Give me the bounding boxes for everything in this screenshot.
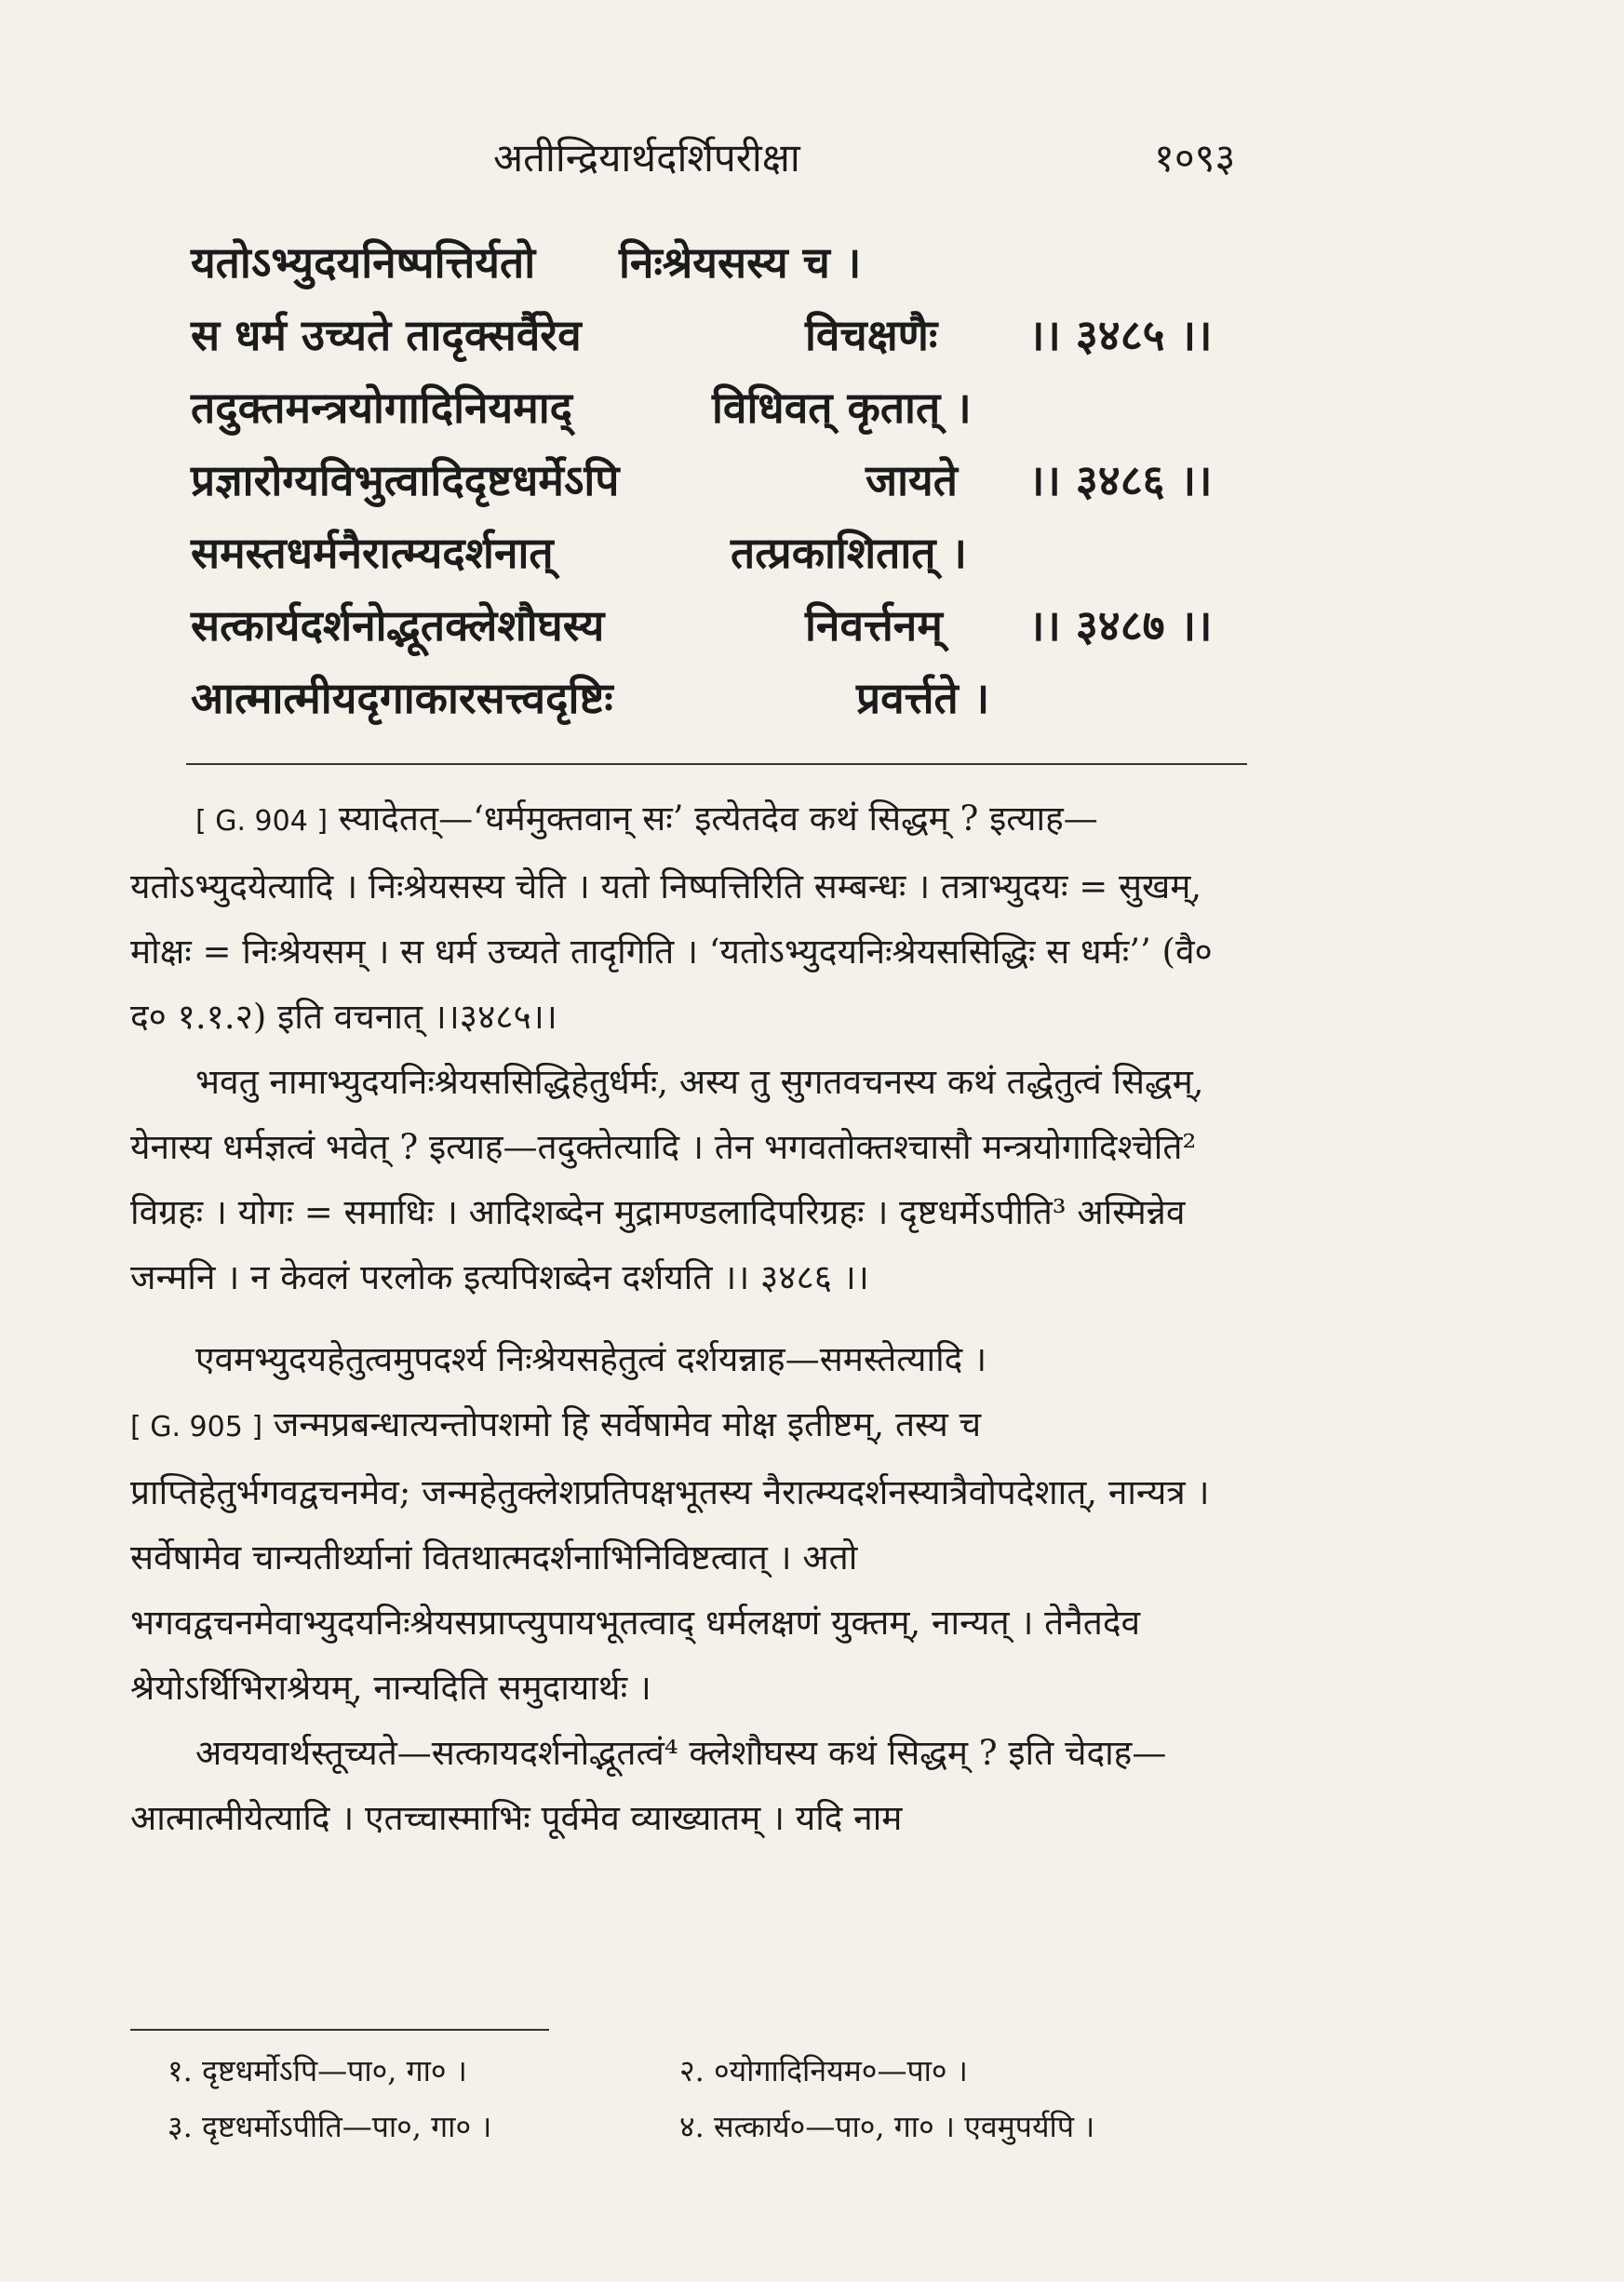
footnote: ३. दृष्टधर्मोऽपीति—पा०, गा० । [168,2109,492,2144]
footnote-row [168,2043,1247,2099]
footnote: १. दृष्टधर्मोऽपि—पा०, गा० । [168,2053,467,2088]
verse-line [191,596,1252,668]
paragraph-text: एवमभ्युदयहेतुत्वमुपदर्श्य निःश्रेयसहेतुत्वं दर्शयन्नाह—समस्तेत्यादि । [195,1339,987,1379]
running-title: अतीन्द्रियार्थदर्शिपरीक्षा [493,135,800,181]
verse-part: तत्प्रकाशितात् । [731,528,967,578]
paragraph-text: स्यादेतत्—‘धर्ममुक्तवान् सः’ इत्येतदेव कथं सिद्धम् ? इत्याह—यतोऽभ्युदयेत्यादि । निःश्रेयसस्य चेति । यतो निष्पत्तिरिति सम्बन्धः । तत्राभ्युदयः = सुखम्, मोक्षः = निःश्रेयसम् । स धर्म उच्यते तादृगिति । ‘यतोऽभ्युदयनिःश्रेयससिद्धिः स धर्मः’’ (वै० द० १.१.२) इति वचनात् ।।३४८५।। [130,799,1213,1037]
gretil-tag: [ G. 904 ] [195,805,329,838]
verse-block [191,233,1252,741]
commentary-block [130,786,1247,1851]
commentary-paragraph [130,1721,1247,1851]
verse-part: तदुक्तमन्त्रयोगादिनियमाद् [191,383,573,433]
verse-part: यतोऽभ्युदयनिष्पत्तिर्यतो [191,237,536,288]
verse-part: निःश्रेयसस्य च । [619,237,862,288]
verse-line [191,450,1252,523]
commentary-paragraph [130,1050,1247,1310]
footnote-row [168,2099,1247,2154]
gretil-tag: [ G. 905 ] [130,1411,263,1443]
commentary-paragraph [130,786,1247,1050]
verse-part: विधिवत् कृतात् । [712,383,972,433]
paragraph-text: भवतु नामाभ्युदयनिःश्रेयससिद्धिहेतुर्धर्मः, अस्य तु सुगतवचनस्य कथं तद्धेतुत्वं सिद्धम्, येनास्य धर्मज्ञत्वं भवेत् ? इत्याह—तदुक्तेत्यादि । तेन भगवतोक्तश्चासौ मन्त्रयोगादिश्चेति² विग्रहः । योगः = समाधिः । आदिशब्देन मुद्रामण्डलादिपरिग्रहः । दृष्टधर्मेऽपीति³ अस्मिन्नेव जन्मनि । न केवलं परलोक इत्यपिशब्देन दर्शयति ।। ३४८६ ।। [130,1062,1204,1297]
verse-part: विचक्षणैः [805,310,938,360]
footnotes [168,2043,1247,2154]
verse-line [191,668,1252,741]
running-header [0,130,1624,195]
verse-line [191,233,1252,305]
verse-number: ।। ३४८७ ।। [1028,600,1213,651]
verse-part: सत्कार्यदर्शनोद्भूतक्लेशौघस्य [191,600,605,651]
verse-line [191,305,1252,378]
verse-number: ।। ३४८६ ।। [1028,455,1213,505]
verse-part: जायते [866,455,958,505]
paragraph-text: जन्मप्रबन्धात्यन्तोपशमो हि सर्वेषामेव मोक्ष इतीष्टम्, तस्य च प्राप्तिहेतुर्भगवद्वचनमेव; जन्महेतुक्लेशप्रतिपक्षभूतस्य नैरात्म्यदर्शनस्यात्रैवोपदेशात्, नान्यत्र । सर्वेषामेव चान्यतीर्थ्यानां वितथात्मदर्शनाभिनिविष्टत्वात् । अतो भगवद्वचनमेवाभ्युदयनिःश्रेयसप्राप्त्युपायभूतत्वाद् धर्मलक्षणं युक्तम्, नान्यत् । तेनैतदेव श्रेयोऽर्थिभिराश्रेयम्, नान्यदिति समुदायार्थः । [130,1404,1210,1708]
verse-part: निवर्त्तनम् [805,600,943,651]
footnote: २. ०योगादिनियम०—पा० । [679,2053,968,2088]
verse-part: आत्मात्मीयदृगाकारसत्त्वदृष्टिः [191,673,613,723]
verse-part: स धर्म उच्यते तादृक्सर्वैरेव [191,310,582,360]
commentary-paragraph [130,1327,1247,1392]
verse-line [191,523,1252,596]
footnote: ४. सत्कार्य०—पा०, गा० । एवमुपर्यपि । [679,2109,1095,2144]
footnote-divider [130,2029,549,2031]
paragraph-text: अवयवार्थस्तूच्यते—सत्कायदर्शनोद्भूतत्वं⁴ क्लेशौघस्य कथं सिद्धम् ? इति चेदाह—आत्मात्मीयेत्यादि । एतच्चास्माभिः पूर्वमेव व्याख्यातम् । यदि नाम [130,1733,1167,1838]
verse-line [191,378,1252,450]
verse-part: प्रवर्त्तते । [856,673,990,723]
verse-part: समस्तधर्मनैरात्म्यदर्शनात् [191,528,554,578]
verse-part: प्रज्ञारोग्यविभुत्वादिदृष्टधर्मेऽपि [191,455,620,505]
verse-number: ।। ३४८५ ।। [1028,310,1213,360]
section-divider [186,763,1247,765]
commentary-paragraph [130,1392,1247,1721]
page-number: १०९३ [1154,135,1236,181]
